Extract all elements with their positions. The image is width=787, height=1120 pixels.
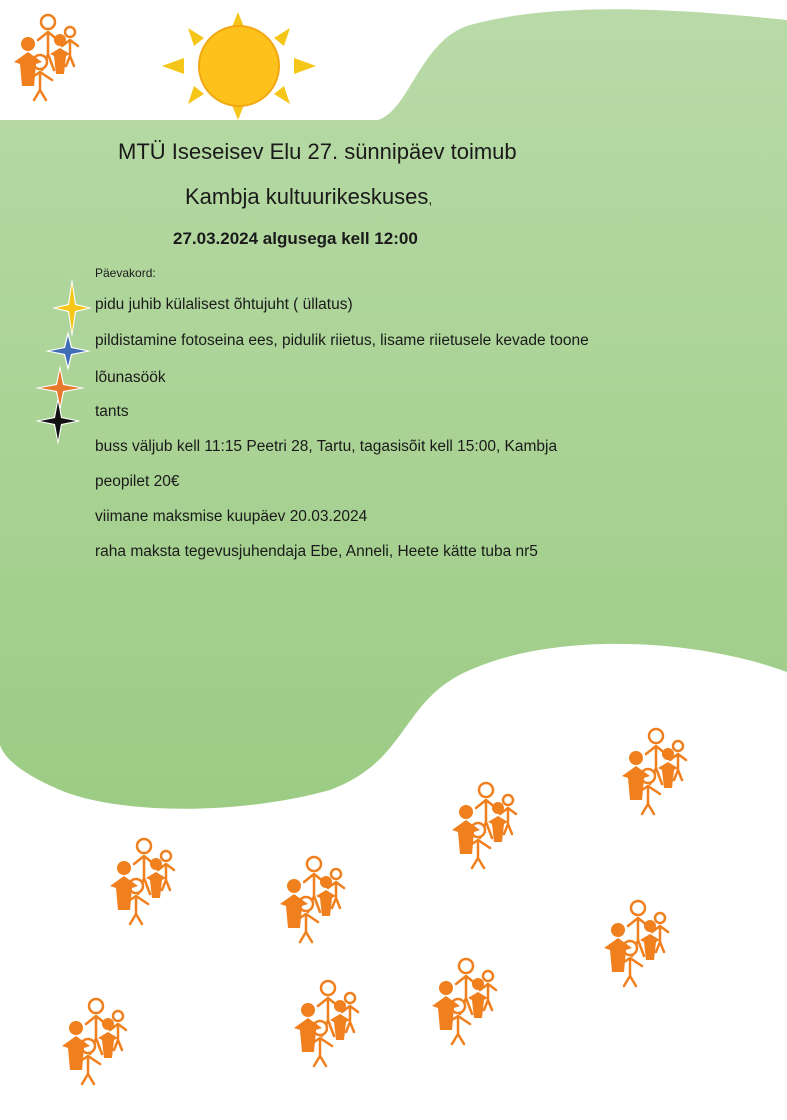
people-group-icon <box>4 10 88 102</box>
sun-icon <box>160 10 320 122</box>
black-star-icon <box>34 396 82 446</box>
agenda-item: raha maksta tegevusjuhendaja Ebe, Anneli, Heete kätte tuba nr5 <box>95 543 538 560</box>
agenda-item: buss väljub kell 11:15 Peetri 28, Tartu, tagasisõit kell 15:00, Kambja <box>95 438 558 455</box>
title-line-1: MTÜ Iseseisev Elu 27. sünnipäev toimub <box>118 139 517 164</box>
agenda-item: pildistamine fotoseina ees, pidulik riietus, lisame riietusele kevade toone <box>95 332 589 349</box>
people-group-icon <box>270 852 354 944</box>
people-group-icon <box>284 976 368 1068</box>
agenda-item: lõunasöök <box>95 369 166 386</box>
agenda-item: tants <box>95 403 129 420</box>
people-group-icon <box>442 778 526 870</box>
agenda-item: peopilet 20€ <box>95 473 180 490</box>
people-group-icon <box>612 724 696 816</box>
agenda-label: Päevakord: <box>95 266 156 280</box>
title-line-2 <box>185 184 432 210</box>
agenda-item: viimane maksmise kuupäev 20.03.2024 <box>95 508 368 525</box>
venue-comma: , <box>428 191 433 207</box>
people-group-icon <box>100 834 184 926</box>
date-time-line: 27.03.2024 algusega kell 12:00 <box>173 229 418 248</box>
venue-text: Kambja kultuurikeskuses <box>185 184 429 209</box>
people-group-icon <box>594 896 678 988</box>
people-group-icon <box>52 994 136 1086</box>
people-group-icon <box>422 954 506 1046</box>
agenda-item: pidu juhib külalisest õhtujuht ( üllatus) <box>95 296 353 313</box>
